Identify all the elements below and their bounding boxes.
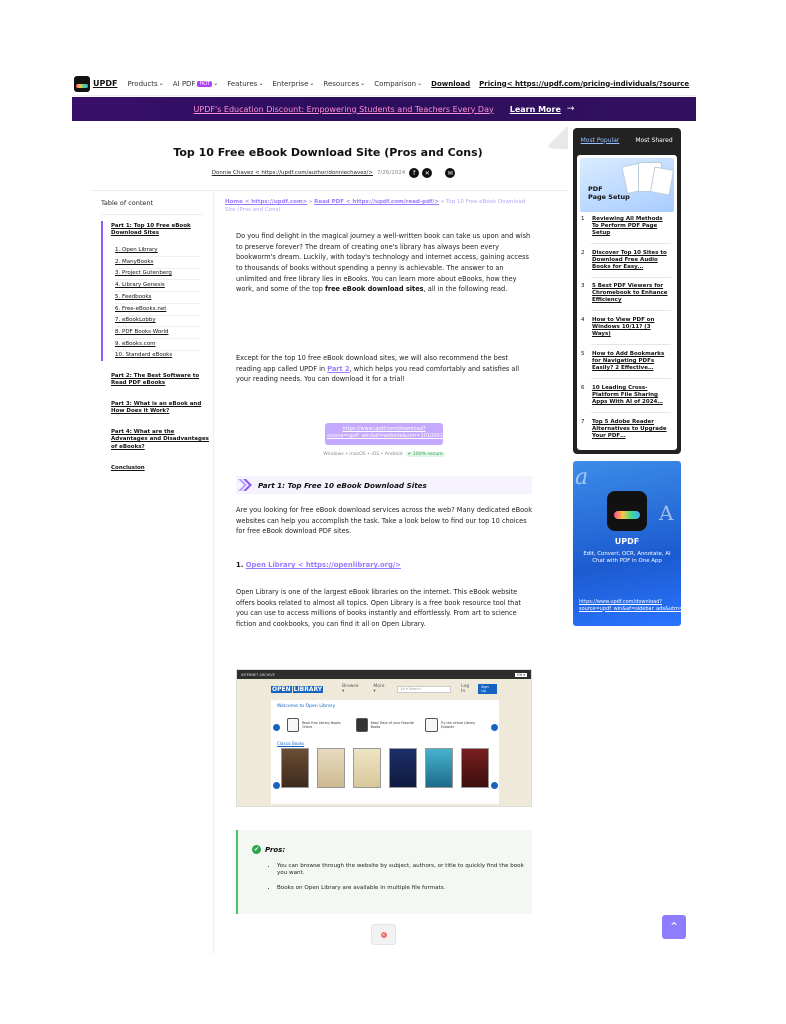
recommend-text-end: , which helps you read comfortably and satisfies all your reading needs. You can download it for a trial!	[236, 364, 520, 384]
item-heading-open-library	[236, 561, 401, 569]
breadcrumb-read-pdf[interactable]: Read PDF < https://updf.com/read-pdf/>	[314, 199, 440, 205]
open-library-logo	[271, 686, 324, 693]
popular-item-title: How to View PDF on Windows 10/11? (3 Ways)	[592, 317, 655, 338]
book-cover	[389, 748, 417, 788]
email-icon[interactable]: ✉	[445, 168, 455, 178]
platform-list	[314, 452, 454, 457]
toc-item-ebooklobby[interactable]: 7. eBookLobby	[115, 317, 156, 323]
nav-resources[interactable]	[323, 80, 365, 88]
close-icon: ✕	[381, 932, 386, 937]
nav-products-label: Products	[127, 79, 158, 88]
list-item: • You can browse through the website by subject, authors, or title to quickly find the book you want.	[277, 863, 527, 878]
sidebar-tabs	[573, 128, 681, 152]
breadcrumb-separator: »	[439, 199, 446, 205]
toc-item-divider	[115, 291, 201, 292]
nav-features-label: Features	[227, 79, 258, 88]
page-curl-decoration	[543, 127, 568, 149]
promo-text[interactable]: UPDF's Education Discount: Empowering Students and Teachers Every Day	[193, 104, 494, 114]
divider	[591, 243, 671, 244]
divider	[591, 277, 671, 278]
popular-item-number: 7	[581, 419, 585, 425]
screenshot-feature	[287, 715, 345, 735]
screenshot-lang: EN ▾	[517, 672, 525, 677]
screenshot-header	[237, 679, 531, 699]
screenshot-card	[271, 700, 499, 804]
popular-item-number: 1	[581, 216, 585, 222]
document-icon	[650, 166, 674, 195]
popular-item[interactable]	[581, 385, 671, 406]
chevron-down-icon: ⌄	[258, 80, 264, 87]
popular-item[interactable]	[581, 317, 671, 338]
breadcrumb-separator: »	[307, 199, 315, 205]
updf-sidebar-ad[interactable]	[573, 461, 786, 626]
screenshot-topbar	[237, 670, 531, 679]
secure-text: 100% secure	[412, 452, 443, 457]
error-widget[interactable]	[371, 924, 396, 945]
book-icon	[287, 718, 299, 732]
toc-item-pdf-books-world[interactable]: 8. PDF Books World	[115, 329, 169, 335]
ad-download-button[interactable]: https://www.updf.com/download?source=updf_win&af=sidebar_ads&utm=1010001&utm_con=source=UPDF_WIN>	[579, 599, 786, 612]
carousel-prev-icon	[273, 782, 280, 789]
intro-text: Do you find delight in the magical journey a well-written book can take us upon and wish to preserve forever? The dream of creating one's library has always been every bookworm's dream. Luckily, with today's technology and internet access, gaining access to thousands of books without spending a penny is achievable. The answer to an unlimited and free library lies in eBooks. You can learn more about eBooks, how they work, and some of the top	[236, 232, 531, 294]
popular-item-title: Top 5 Adobe Reader Alternatives to Upgrade Your PDF…	[592, 419, 667, 440]
toc-separator	[101, 214, 203, 215]
pros-heading	[252, 845, 285, 854]
toc-item-divider	[115, 303, 201, 304]
open-library-screenshot	[236, 669, 532, 807]
intro-bold: free eBook download sites	[324, 285, 424, 294]
open-library-paragraph: Open Library is one of the largest eBook libraries on the internet. This eBook website offers books related to almost all topics. Open Library is a free book resource tool that you can use to access millions of books instantly and effortlessly. From art to science fiction and cookbooks, you can find it all on Open Library.	[236, 588, 521, 629]
brand-logo[interactable]	[74, 76, 117, 92]
toc-item-library-genesis[interactable]: 4. Library Genesis	[115, 282, 165, 288]
nav-ai-pdf-label: AI PDF	[172, 79, 196, 88]
toc-item-ebooks-com[interactable]: 9. eBooks.com	[115, 341, 156, 347]
top-nav	[72, 72, 696, 96]
screenshot-more: More ▾	[373, 684, 385, 694]
popular-sidebar	[573, 128, 681, 454]
popular-item-number: 2	[581, 250, 585, 256]
arrow-right-icon: →	[566, 104, 575, 114]
screenshot-features	[271, 713, 499, 737]
divider	[591, 412, 671, 413]
nav-products[interactable]	[127, 80, 163, 88]
chevron-down-icon: ⌄	[360, 80, 366, 87]
divider	[90, 190, 568, 191]
chevron-down-icon: ⌄	[213, 80, 219, 87]
ad-description: Edit, Convert, OCR, Annotate, AI Chat with PDF in One App	[583, 551, 671, 565]
secure-badge	[406, 452, 445, 457]
popular-item[interactable]	[581, 216, 671, 237]
nav-pricing-link[interactable]: Pricing< https://updf.com/pricing-individuals/?source	[479, 79, 690, 88]
toc-item-divider	[115, 326, 201, 327]
nav-comparison[interactable]	[374, 80, 422, 88]
toc-divider	[213, 192, 214, 954]
popular-item-number: 3	[581, 283, 585, 289]
updf-logo-icon	[74, 76, 90, 92]
ad-app-name: UPDF	[614, 537, 640, 546]
popular-item-number: 6	[581, 385, 585, 391]
double-chevron-icon	[236, 477, 252, 493]
popular-item-title: Reviewing All Methods To Perform PDF Page Setup	[592, 216, 663, 237]
book-cover	[281, 748, 309, 788]
carousel-next-icon	[491, 782, 498, 789]
screenshot-feature-text: Keep Track of your Favorite Books	[370, 721, 414, 729]
toc-part-1[interactable]: Part 1: Top 10 Free eBook Download Sites	[111, 223, 191, 237]
list-item: • Books on Open Library are available in multiple file formats.	[277, 885, 527, 892]
popular-item-title: How to Add Bookmarks for Navigating PDFs Easily? 2 Effective…	[592, 351, 665, 372]
author-link[interactable]: Donnie Chavez < https://updf.com/author/donniechavez/>	[211, 170, 373, 176]
toc-item-divider	[115, 268, 201, 269]
divider	[591, 378, 671, 379]
banner-title-line-1: PDF	[588, 185, 603, 193]
screenshot-book-row	[271, 748, 499, 788]
sidebar-list-panel	[577, 155, 677, 450]
letter-a-decoration: A	[659, 501, 674, 525]
toc-heading: Table of content	[101, 199, 154, 207]
screenshot-feature	[425, 715, 483, 735]
nav-resources-label: Resources	[323, 79, 360, 88]
bookshelf-icon	[356, 718, 368, 732]
popular-item-number: 5	[581, 351, 585, 357]
breadcrumb	[225, 199, 537, 214]
intro-text-end: , all in the following read.	[423, 285, 508, 294]
hot-badge: HOT	[199, 80, 211, 87]
updf-app-icon	[607, 491, 647, 531]
toc-item-manybooks[interactable]: 2. ManyBooks	[115, 259, 154, 265]
tab-most-popular[interactable]: Most Popular	[580, 136, 620, 144]
nav-features[interactable]	[227, 80, 263, 88]
shield-check-icon: ✔	[407, 452, 412, 457]
toc-part-2[interactable]: Part 2: The Best Software to Read PDF eBooks	[111, 373, 200, 387]
promo-banner	[72, 97, 696, 121]
popular-item[interactable]	[581, 419, 671, 440]
recommend-text: Except for the top 10 free eBook download sites, we will also recommend the best reading app called UPDF in	[236, 354, 508, 373]
divider	[591, 310, 671, 311]
x-twitter-icon[interactable]: ✕	[422, 168, 432, 178]
toc-item-gutenberg[interactable]: 3. Project Gutenberg	[115, 270, 172, 276]
toc-item-divider	[115, 315, 201, 316]
check-circle-icon: ✔	[253, 846, 260, 853]
learn-more-button[interactable]: Learn More	[509, 104, 561, 114]
toc-item-free-ebooks[interactable]: 6. Free-eBooks.net	[115, 306, 167, 312]
tab-most-shared[interactable]: Most Shared	[635, 136, 673, 144]
carousel-prev-icon	[273, 724, 280, 731]
toc-item-divider	[115, 279, 201, 280]
popular-item-number: 4	[581, 317, 585, 323]
book-cover	[317, 748, 345, 788]
divider	[591, 344, 671, 345]
toc-item-divider	[115, 256, 201, 257]
part-1-heading-text: Part 1: Top Free 10 eBook Download Sites	[258, 480, 427, 490]
download-cta-button[interactable]: https://www.updf.com/download?source=updf_win&af=website&utm=1010001&utm_con=	[325, 423, 443, 445]
popular-item-title: 10 Leading Cross-Platform File Sharing Apps With AI of 2024…	[592, 385, 663, 406]
open-library-logo-text: LIBRARY	[293, 685, 323, 693]
pros-box	[236, 830, 532, 914]
pros-list	[277, 863, 527, 899]
breadcrumb-home[interactable]: Home < https://updf.com>	[225, 199, 308, 205]
brand-name: UPDF	[93, 79, 118, 88]
recommend-paragraph	[236, 353, 532, 385]
screenshot-browse: Browse ▾	[342, 684, 359, 694]
nav-enterprise[interactable]	[272, 80, 314, 88]
screenshot-topbar-text: INTERNET ARCHIVE	[241, 672, 275, 677]
part-1-paragraph: Are you looking for free eBook download services across the web? Many dedicated eBook websites can help you accomplish the task. Take a look below to find our top 10 choices for free eBook download PDF sites.	[236, 506, 533, 536]
screenshot-search: All ▾ Search	[397, 686, 451, 693]
banner-title	[588, 186, 630, 202]
chevron-up-icon: ⌃	[668, 920, 680, 934]
book-cover	[425, 748, 453, 788]
nav-enterprise-label: Enterprise	[272, 79, 309, 88]
scroll-to-top-button[interactable]	[662, 915, 686, 939]
nav-comparison-label: Comparison	[374, 79, 417, 88]
toc-item-open-library[interactable]: 1. Open Library	[115, 247, 158, 253]
toc-item-divider	[115, 350, 201, 351]
toc-part-4[interactable]: Part 4: What are the Advantages and Disadvantages of eBooks?	[111, 429, 209, 450]
screenshot-feature	[356, 715, 414, 735]
nav-download-link[interactable]: Download	[431, 79, 471, 88]
open-library-link[interactable]: Open Library < https://openlibrary.org/>	[245, 561, 402, 569]
pros-title: Pros:	[265, 845, 286, 854]
part-2-link[interactable]: Part 2	[327, 364, 350, 373]
item-number: 1.	[236, 561, 244, 569]
nav-ai-pdf[interactable]	[173, 80, 219, 88]
toc-active-indicator	[101, 221, 103, 361]
chevron-down-icon: ⌄	[158, 80, 164, 87]
popular-item[interactable]	[581, 250, 671, 271]
screenshot-signup: Sign Up	[478, 684, 497, 694]
chevron-down-icon: ⌄	[417, 80, 423, 87]
screenshot-classic-books: Classic Books	[277, 741, 305, 746]
intro-paragraph	[236, 231, 532, 295]
popular-item-title: Discover Top 10 Sites to Download Free Audio Books for Easy…	[592, 250, 667, 271]
byline	[150, 168, 520, 178]
platforms-text: Windows • macOS • iOS • Android	[323, 452, 403, 457]
toc-part-3[interactable]: Part 3: What is an eBook and How Does it Work?	[111, 401, 202, 415]
screenshot-feature-text: Try the virtual Library Explorer	[440, 721, 476, 729]
library-icon	[425, 718, 438, 732]
carousel-next-icon	[491, 724, 498, 731]
popular-item[interactable]	[581, 283, 671, 304]
screenshot-welcome: Welcome to Open Library	[277, 704, 336, 709]
part-1-heading	[236, 476, 532, 494]
screenshot-login: Log In	[461, 684, 470, 694]
toc-item-standard-ebooks[interactable]: 10. Standard eBooks	[115, 352, 173, 358]
popular-item[interactable]	[581, 351, 671, 372]
letter-a-decoration: a	[575, 465, 589, 490]
page-setup-banner[interactable]	[580, 158, 674, 212]
breadcrumb-current: Top 10 Free eBook Download Site (Pros and Cons)	[225, 199, 526, 213]
book-cover	[461, 748, 489, 788]
chevron-down-icon: ⌄	[309, 80, 315, 87]
facebook-icon[interactable]: f	[409, 168, 419, 178]
toc-conclusion[interactable]: Conclusion	[111, 465, 145, 471]
toc-item-divider	[115, 338, 201, 339]
article-title: Top 10 Free eBook Download Site (Pros and Cons)	[173, 146, 483, 159]
publish-date: 7/26/2024	[377, 170, 406, 176]
book-cover	[353, 748, 381, 788]
banner-title-line-2: Page Setup	[588, 192, 630, 201]
toc-item-feedbooks[interactable]: 5. Feedbooks	[115, 294, 152, 300]
popular-item-title: 5 Best PDF Viewers for Chromebook to Enhance Efficiency	[592, 283, 668, 304]
open-library-logo-box: OPEN	[272, 685, 291, 693]
screenshot-feature-text: Read Free Library Books Online	[301, 721, 341, 729]
